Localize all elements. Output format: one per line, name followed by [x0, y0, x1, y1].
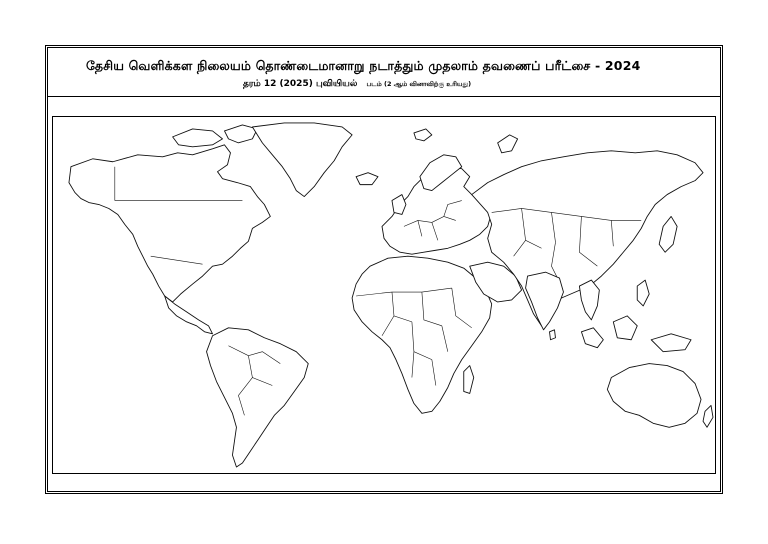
north-america — [69, 145, 270, 302]
exam-sheet — [45, 45, 723, 494]
japan — [659, 216, 677, 252]
sri-lanka — [550, 330, 556, 340]
borneo — [613, 316, 637, 340]
world-map-frame — [52, 116, 716, 474]
southeast-asia — [579, 280, 599, 320]
arctic-islands — [173, 129, 223, 147]
sumatra — [581, 328, 603, 348]
page-subtitle — [243, 79, 471, 90]
page-title: தேசிய வெளிக்கள நிலையம் தொண்டைமானாறு நடாத்தும் முதலாம் தவணைப் பரீட்சை - 2024 — [86, 58, 641, 73]
subtitle-main: தரம் 12 (2025) புவியியல் — [243, 79, 358, 89]
south-america — [207, 328, 309, 467]
novaya-zemlya — [498, 135, 518, 153]
madagascar — [464, 366, 474, 394]
philippines — [637, 280, 649, 306]
subtitle-note: படம் (2 ஆம் வினாவிற்கு உரியது) — [366, 80, 472, 88]
svalbard — [414, 129, 432, 141]
blank-band — [48, 97, 720, 113]
new-guinea — [651, 334, 691, 352]
world-map — [53, 117, 715, 473]
iceland — [356, 173, 378, 185]
indian-subcontinent — [526, 272, 564, 330]
header — [48, 48, 720, 97]
central-america — [165, 296, 213, 334]
new-zealand — [703, 405, 713, 427]
greenland — [252, 123, 352, 197]
australia — [607, 364, 701, 428]
